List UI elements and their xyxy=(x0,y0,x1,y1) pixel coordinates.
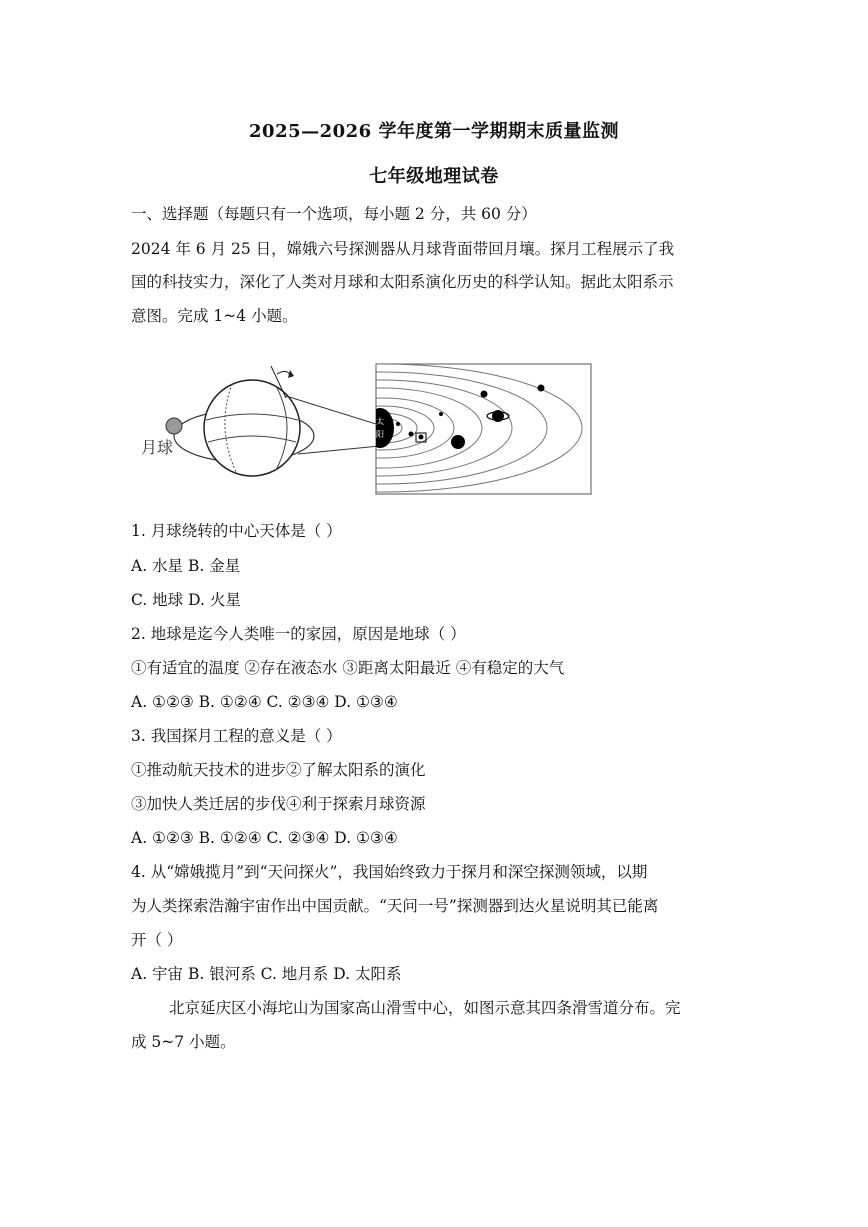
intro-line-2: 国的科技实力，深化了人类对月球和太阳系演化历史的科学认知。据此太阳系示 xyxy=(131,273,674,291)
q4-options: A. 宇宙 B. 银河系 C. 地月系 D. 太阳系 xyxy=(131,965,402,983)
moon-icon xyxy=(166,418,182,434)
sun-icon xyxy=(366,408,394,448)
exam-subtitle: 七年级地理试卷 xyxy=(369,166,499,187)
q2-items: ①有适宜的温度 ②存在液态水 ③距离太阳最近 ④有稳定的大气 xyxy=(131,659,565,677)
q1-options-1: A. 水星 B. 金星 xyxy=(131,557,241,575)
q4-stem-1: 4. 从“嫦娥揽月”到“天问探火”，我国始终致力于探月和深空探测领域，以期 xyxy=(131,863,648,881)
section-heading: 一、选择题（每题只有一个选项，每小题 2 分，共 60 分） xyxy=(131,205,537,223)
next-intro-line-1: 北京延庆区小海坨山为国家高山滑雪中心，如图示意其四条滑雪道分布。完 xyxy=(169,999,681,1017)
intro-line-3: 意图。完成 1~4 小题。 xyxy=(131,307,298,325)
q3-options: A. ①②③ B. ①②④ C. ②③④ D. ①③④ xyxy=(131,829,398,847)
q3-stem: 3. 我国探月工程的意义是（ ） xyxy=(131,727,342,745)
exam-title: 2025—2026 学年度第一学期期末质量监测 xyxy=(249,121,619,142)
q3-items-1: ①推动航天技术的进步②了解太阳系的演化 xyxy=(131,761,426,779)
q3-items-2: ③加快人类迁居的步伐④利于探索月球资源 xyxy=(131,795,426,813)
q2-options: A. ①②③ B. ①②④ C. ②③④ D. ①③④ xyxy=(131,693,398,711)
next-intro-line-2: 成 5~7 小题。 xyxy=(131,1033,236,1051)
q1-stem: 1. 月球绕转的中心天体是（ ） xyxy=(131,522,342,540)
sun-label-bottom: 阳 xyxy=(376,430,384,439)
q4-stem-2: 为人类探索浩瀚宇宙作出中国贡献。“天问一号”探测器到达火星说明其已能离 xyxy=(131,897,659,915)
earth-icon xyxy=(204,380,300,476)
intro-line-1: 2024 年 6 月 25 日，嫦娥六号探测器从月球背面带回月壤。探月工程展示了我 xyxy=(131,240,675,258)
sun-label-top: 太 xyxy=(376,417,384,426)
rotation-arrow-icon xyxy=(277,371,290,376)
q4-stem-3: 开（ ） xyxy=(131,931,183,949)
q2-stem: 2. 地球是迄今人类唯一的家园，原因是地球（ ） xyxy=(131,625,466,643)
moon-label: 月球 xyxy=(141,438,174,457)
q1-options-2: C. 地球 D. 火星 xyxy=(131,591,241,609)
solar-system-figure xyxy=(136,358,596,498)
